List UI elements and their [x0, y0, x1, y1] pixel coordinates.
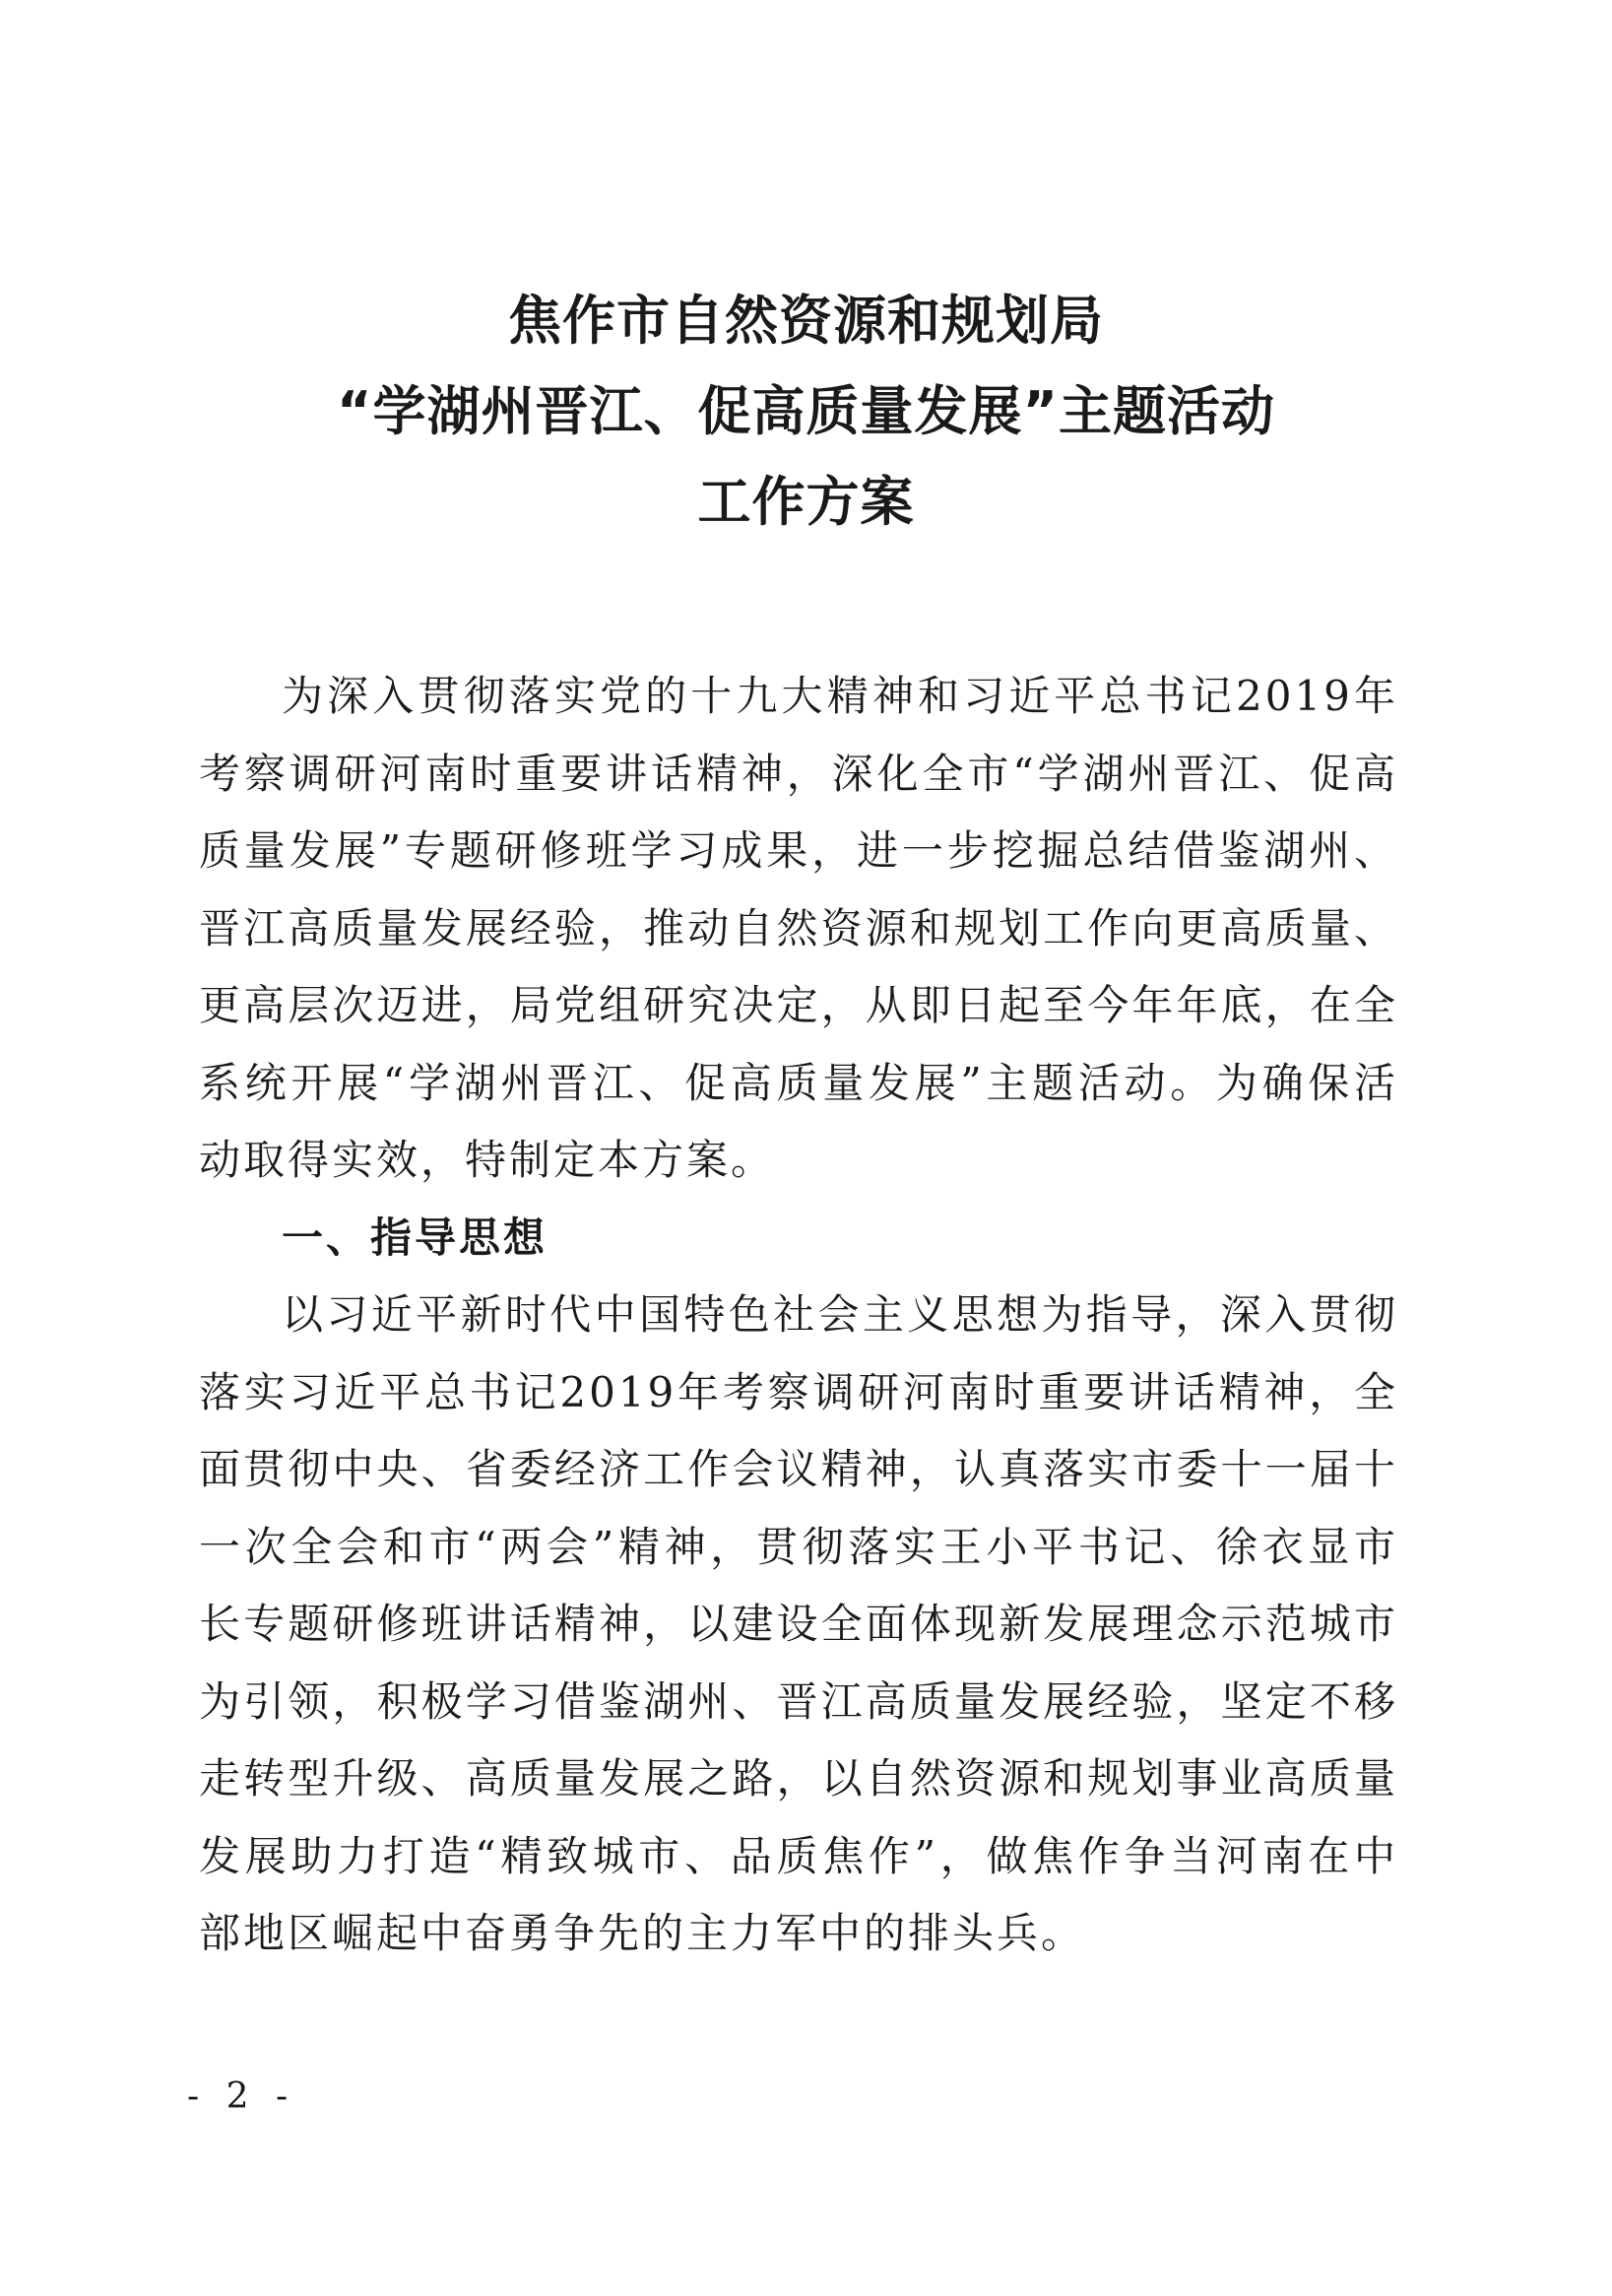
document-title — [0, 276, 1612, 548]
title-line-2: “学湖州晋江、促高质量发展”主题活动 — [337, 380, 1275, 442]
title-line-3: 工作方案 — [697, 471, 915, 533]
guiding-ideology-paragraph: 以习近平新时代中国特色社会主义思想为指导，深入贯彻落实习近平总书记2019年考察调研河南时重要讲话精神，全面贯彻中央、省委经济工作会议精神，认真落实市委十一届十一次全会和市“两会”精神，贯彻落实王小平书记、徐衣显市长专题研修班讲话精神，以建设全面体现新发展理念示范城市为引领，积极学习借鉴湖州、晋江高质量发展经验，坚定不移走转型升级、高质量发展之路，以自然资源和规划事业高质量发展助力打造“精致城市、品质焦作”，做焦作争当河南在中部地区崛起中奋勇争先的主力军中的排头兵。 — [199, 1290, 1398, 1957]
document-body — [199, 658, 1398, 1973]
intro-paragraph: 为深入贯彻落实党的十九大精神和习近平总书记2019年考察调研河南时重要讲话精神，深化全市“学湖州晋江、促高质量发展”专题研修班学习成果，进一步挖掘总结借鉴湖州、晋江高质量发展经验，推动自然资源和规划工作向更高质量、更高层次迈进，局党组研究决定，从即日起至今年年底，在全系统开展“学湖州晋江、促高质量发展”主题活动。为确保活动取得实效，特制定本方案。 — [199, 672, 1398, 1184]
page-number: - 2 - — [187, 2076, 296, 2117]
section-heading-guiding-ideology: 一、指导思想 — [282, 1213, 548, 1262]
title-line-1: 焦作市自然资源和规划局 — [508, 290, 1104, 352]
